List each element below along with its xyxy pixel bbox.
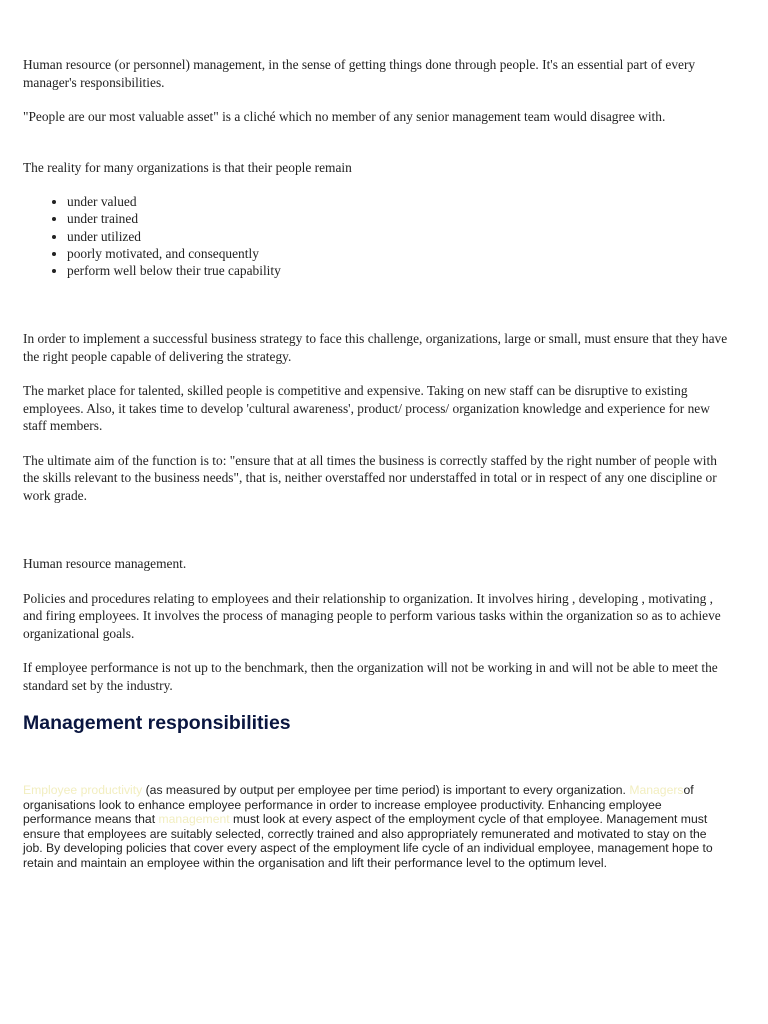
responsibilities-paragraph [23,783,728,869]
list-item: • poorly motivated, and consequently [67,245,728,262]
management-link[interactable]: management [158,812,230,827]
people-remain-list [23,193,728,279]
policies-paragraph: Policies and procedures relating to employees and their relationship to organization. It involves hiring , developing , motivating , and firing employees. It involves the process of managing people to perform various tasks within the organization so as to achieve organizational goals. [23,590,721,641]
reality-paragraph: The reality for many organizations is that their people remain [23,159,352,175]
aim-paragraph: The ultimate aim of the function is to: "ensure that at all times the business is correctly staffed by the right number of people with the skills relevant to the business needs", that is, neither overstaffed nor understaffed in total or in respect of any one discipline or work grade. [23,452,717,503]
text-segment: (as measured by output per employee per time period) is important to every organization. [142,783,630,798]
hrm-title: Human resource management. [23,556,187,572]
cliche-paragraph: "People are our most valuable asset" is a cliché which no member of any senior management team would disagree with. [23,109,666,124]
text-segment: of organisations look to enhance employee performance in order to increase employee productivity. Enhancing employee performance means that [23,783,694,827]
market-paragraph: The market place for talented, skilled people is competitive and expensive. Taking on new staff can be disruptive to existing employees. Also, it takes time to develop 'cultural awareness', product/ process/ organization knowledge and experience for new staff members. [23,383,710,434]
performance-paragraph: If employee performance is not up to the benchmark, then the organization will not be working in and will not be able to meet the standard set by the industry. [23,660,718,693]
strategy-paragraph: In order to implement a successful business strategy to face this challenge, organizations, large or small, must ensure that they have the right people capable of delivering the strategy. [23,331,728,364]
intro-paragraph: Human resource (or personnel) management, in the sense of getting things done through people. It's an essential part of every manager's responsibilities. [23,57,696,90]
list-item: • perform well below their true capability [67,262,728,279]
section-heading: Management responsibilities [23,712,291,735]
list-item: • under trained [67,210,728,227]
text-segment: must look at every aspect of the employment cycle of that employee. Management must ensure that employees are suitably selected, correctly trained and also appropriately remunerated and motivated to stay on the job. By developing policies that cover every aspect of the employment life cycle of an individual employee, management hope to retain and maintain an employee within the organisation and lift their performance level to the optimum level. [23,812,713,870]
employee-productivity-link[interactable]: Employee productivity [23,783,143,798]
managers-link[interactable]: Managers [629,783,684,798]
document-body [23,56,728,870]
list-item: • under utilized [67,228,728,245]
list-item: • under valued [67,193,728,210]
